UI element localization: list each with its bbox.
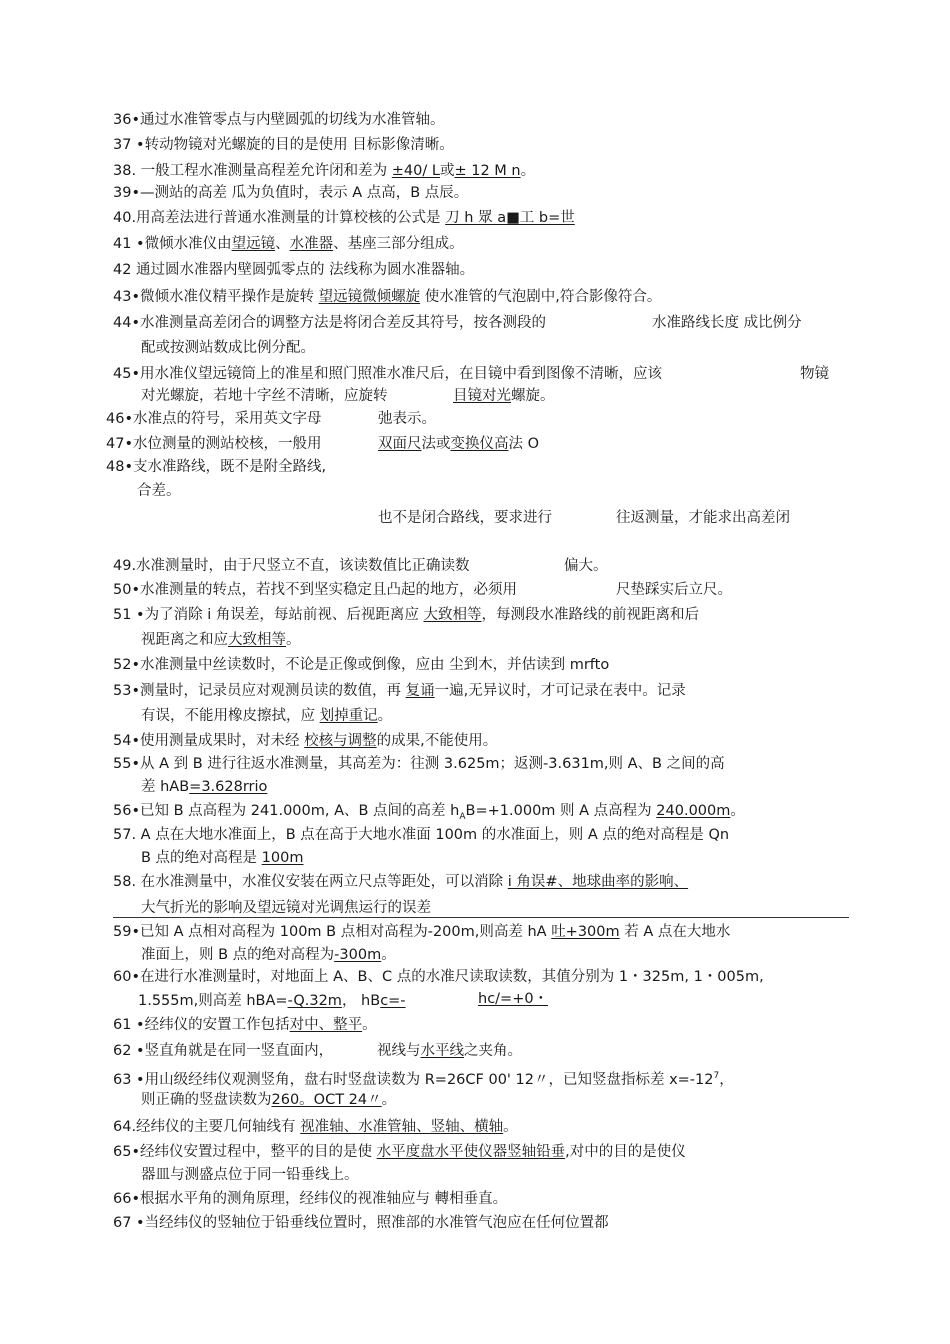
item-60-line1: 60•在进行水准测量时，对地面上 A、B、C 点的水准尺读取读数，其值分别为 1・325m, 1・005m, xyxy=(113,969,764,985)
item-46-answer: 弛表示。 xyxy=(378,411,436,427)
item-44-line1: 44•水准测量高差闭合的调整方法是将闭合差反其符号，按各测段的 xyxy=(113,315,547,331)
item-61: 61 •经纬仪的安置工作包括对中、整平。 xyxy=(113,1017,377,1033)
item-57-line2: B 点的绝对高程是 100m xyxy=(141,850,304,866)
item-36: 36•通过水准管零点与内壁圆弧的切线为水准管轴。 xyxy=(113,112,445,128)
item-45-line2: 对光螺旋，若地十字丝不清晰，应旋转 xyxy=(141,388,388,404)
item-50-answer: 尺垫踩实后立尺。 xyxy=(616,582,732,598)
item-57-line1: 57. A 点在大地水准面上，B 点在高于大地水准面 100m 的水准面上，则 A 点的绝对高程是 Qn xyxy=(113,827,730,843)
item-60-line2: 1.555m,则高差 hBA=-Q.32m， hBc=- xyxy=(138,993,406,1009)
item-47: 47•水位测量的测站校核，一般用 xyxy=(106,436,322,452)
item-64: 64.经纬仪的主要几何轴线有 视准轴、水准管轴、竖轴、横轴。 xyxy=(113,1119,518,1135)
item-58-line1: 58. 在水准测量中，水准仪安装在两立尺点等距处，可以消除 i 角误#、地球曲率的影响、 xyxy=(113,874,689,890)
item-43: 43•微倾水准仪精平操作是旋转 望远镜微倾螺旋 使水准管的气泡剧中,符合影像符合。 xyxy=(113,289,662,305)
item-55-line1: 55•从 A 到 B 进行往返水准测量，其高差为：往测 3.625m；返测-3.631m,则 A、B 之间的高 xyxy=(113,756,725,772)
item-65-line2: 器皿与测盛点位于同一铅垂线上。 xyxy=(141,1167,359,1183)
item-45-answer: 物镜 xyxy=(800,366,829,382)
item-52: 52•水准测量中丝读数时，不论是正像或倒像，应由 尘到木，并估读到 mrfto xyxy=(113,657,610,673)
item-55-line2: 差 hAB=3.628rrio xyxy=(141,779,268,795)
item-39: 39•—测站的高差 瓜为负值时，表示 A 点高，B 点辰。 xyxy=(113,185,469,201)
item-38: 38. 一般工程水准测量高程差允许闭和差为 ±40/ L或± 12 M n。 xyxy=(113,163,536,179)
item-40: 40.用高差法进行普通水准测量的计算校核的公式是 刀 h 眾 a■工 b=世 xyxy=(113,210,575,226)
item-59-line1: 59•已知 A 点相对高程为 100m B 点相对高程为-200m,则高差 hA 吐+300m 若 A 点在大地水 xyxy=(113,924,731,940)
item-44-line2: 配或按测站数成比例分配。 xyxy=(141,340,315,356)
item-48-line2: 合差。 xyxy=(137,483,181,499)
item-54: 54•使用测量成果时，对未经 校核与调整的成果,不能使用。 xyxy=(113,733,498,749)
item-46: 46•水准点的符号，采用英文字母 xyxy=(106,411,322,427)
item-49: 49.水准测量时，由于尺竖立不直，该读数值比正确读数 xyxy=(113,558,470,574)
item-49-answer: 偏大。 xyxy=(564,558,608,574)
item-48-answer: 往返测量，才能求出高差闭 xyxy=(616,510,790,526)
item-51-line1: 51 •为了消除 i 角误差，每站前视、后视距离应 大致相等，每测段水准路线的前视距离和后 xyxy=(113,607,699,623)
item-58-line2: 大气折光的影响及望远镜对光调焦运行的误差 xyxy=(141,900,431,916)
item-59-line2: 准面上，则 B 点的绝对高程为-300m。 xyxy=(141,947,396,963)
item-53-line1: 53•测量时，记录员应对观测员读的数值，再 复诵一遍,无异议时，才可记录在表中。记录 xyxy=(113,683,686,699)
item-62-answer: 视线与水平线之夹角。 xyxy=(377,1043,522,1059)
item-63-line1: 63 •用山级经纬仪观测竖角，盘右时竖盘读数为 R=26CF 00' 12〃，已知竖盘指标差 $x=-12^7$， xyxy=(113,1071,734,1088)
item-44-answer: 水准路线长度 成比例分 xyxy=(652,315,802,331)
item-56: 56•已知 B 点高程为 241.000m, A、B 点间的高差 $h_AB=+1.000m$ 则 A 点高程为 240.000m。 xyxy=(113,803,745,822)
item-42: 42 通过圆水准器内壁圆弧零点的 法线称为圆水准器轴。 xyxy=(113,262,475,278)
horizontal-rule xyxy=(113,917,849,918)
item-65-line1: 65•经纬仪安置过程中，整平的目的是使 水平度盘水平使仪器竖轴铅垂,对中的目的是使仪 xyxy=(113,1144,686,1160)
item-62: 62 •竖直角就是在同一竖直面内， xyxy=(113,1043,334,1059)
item-45-line1: 45•用水准仪望远镜筒上的准星和照门照准水准尺后，在目镜中看到图像不清晰，应该 xyxy=(113,366,663,382)
item-45-answer2: 目镜对光螺旋。 xyxy=(453,388,555,404)
item-67: 67 •当经纬仪的竖轴位于铅垂线位置时，照准部的水准管气泡应在任何位置都 xyxy=(113,1215,609,1231)
item-66: 66•根据水平角的测角原理，经纬仪的视准轴应与 轉相垂直。 xyxy=(113,1191,508,1207)
item-48-line3: 也不是闭合路线，要求进行 xyxy=(378,510,552,526)
item-41: 41 •微倾水准仪由望远镜、水准器、基座三部分组成。 xyxy=(113,236,464,252)
item-51-line2: 视距离之和应大致相等。 xyxy=(141,632,301,648)
item-48: 48•支水准路线，既不是附全路线, xyxy=(106,459,327,475)
item-63-line2: 则正确的竖盘读数为260。OCT 24〃。 xyxy=(141,1092,397,1108)
item-37: 37 •转动物镜对光螺旋的目的是使用 目标影像清晰。 xyxy=(113,137,454,153)
item-47-answer: 双面尺法或变换仪高法 O xyxy=(378,436,540,452)
item-50: 50•水准测量的转点，若找不到坚实稳定且凸起的地方，必须用 xyxy=(113,582,518,598)
item-53-line2: 有误，不能用橡皮擦拭，应 划掉重记。 xyxy=(141,708,393,724)
item-60-answer: hc/=+0・ xyxy=(478,991,549,1007)
